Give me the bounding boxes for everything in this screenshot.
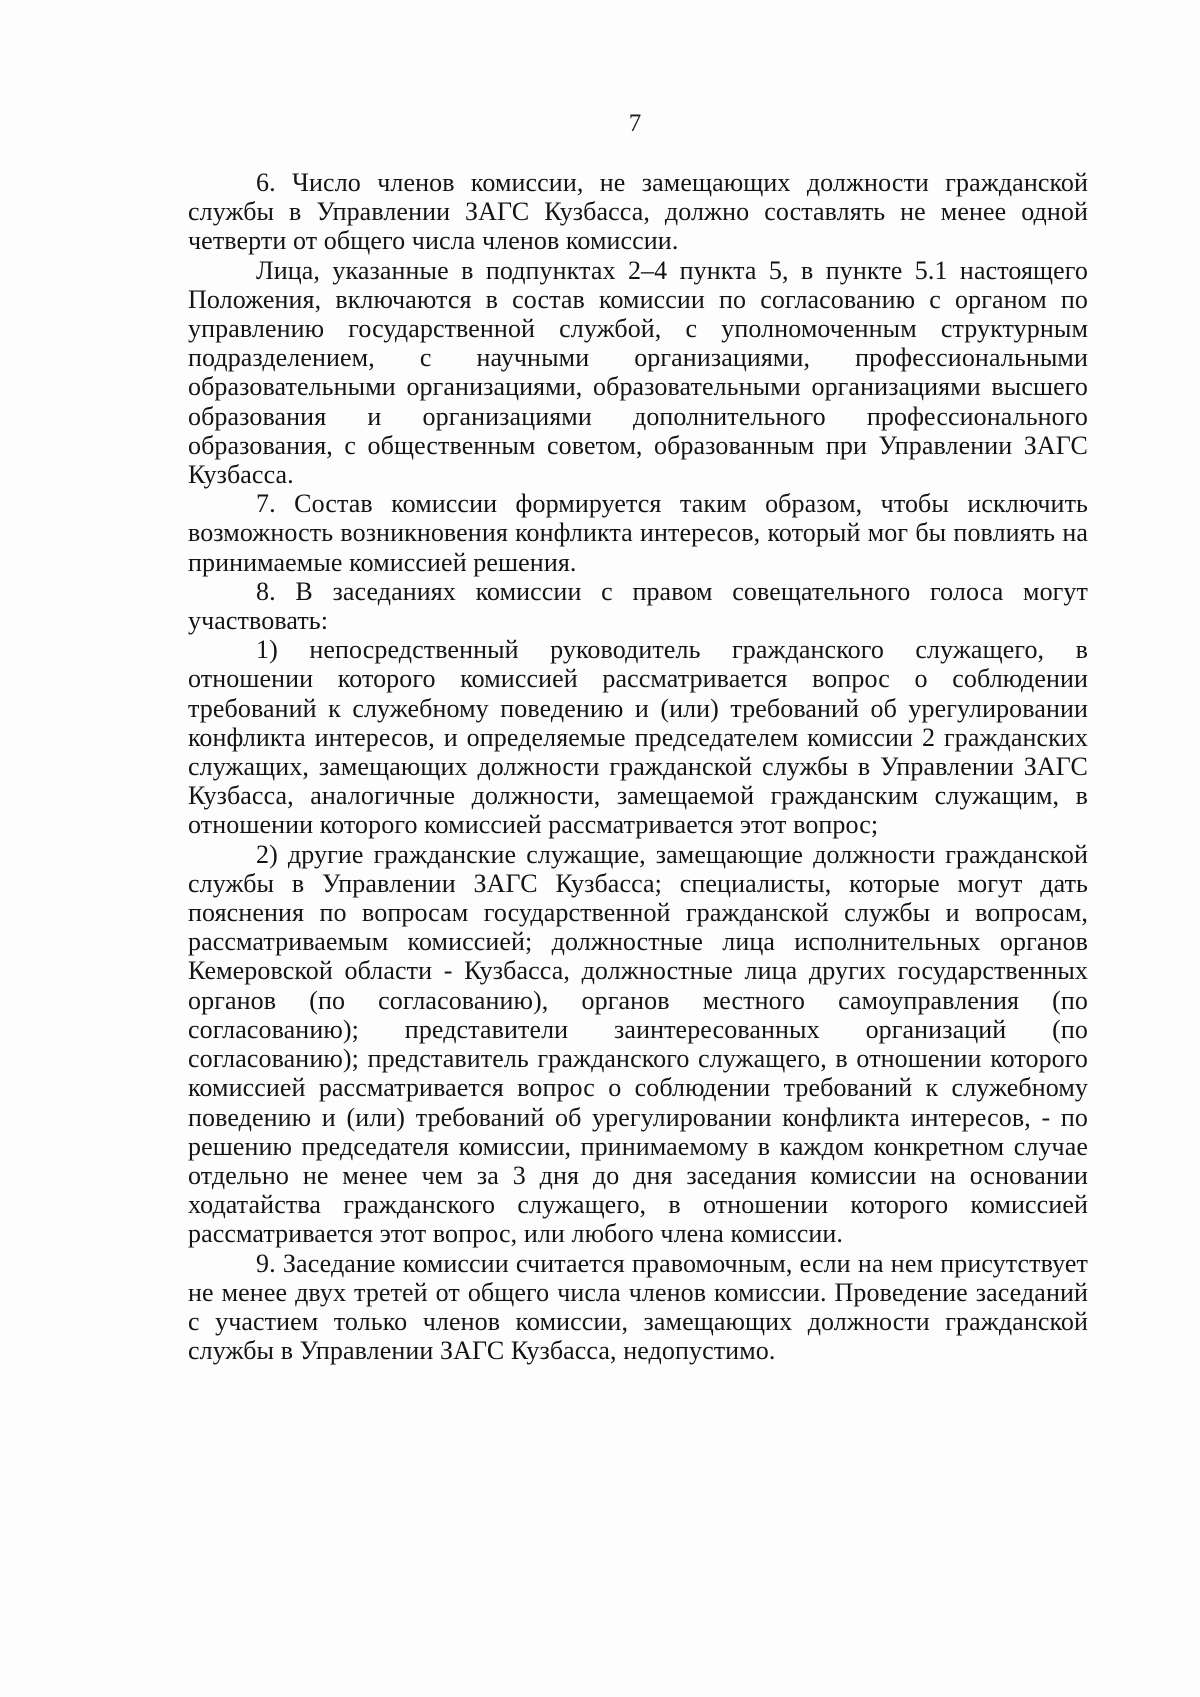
paragraph-6: 6. Число членов комиссии, не замещающих должности гражданской службы в Управлении ЗАГС Кузбасса, должно составлять не менее одной четверти от общего числа членов комиссии. [188,168,1088,256]
paragraph-8: 8. В заседаниях комиссии с правом совещательного голоса могут участвовать: [188,576,1088,636]
paragraph-7: 7. Состав комиссии формируется таким образом, чтобы исключить возможность возникновения конфликта интересов, который мог бы повлиять на принимаемые комиссией решения. [188,489,1088,577]
paragraph-6-persons: Лица, указанные в подпунктах 2–4 пункта 5, в пункте 5.1 настоящего Положения, включаются в состав комиссии по согласованию с органом по управлению государственной службой, с уполномоченным структурным подразделением, с научными организациями, профессиональными образовательными организациями, образовательными организациями высшего образования и организациями дополнительного профессионального образования, с общественным советом, образованным при Управлении ЗАГС Кузбасса. [188,255,1088,490]
paragraph-9: 9. Заседание комиссии считается правомочным, если на нем присутствует не менее двух третей от общего числа членов комиссии. Проведение заседаний с участием только членов комиссии, замещающих должности гражданской службы в Управлении ЗАГС Кузбасса, недопустимо. [188,1248,1088,1366]
list-item-2: 2) другие гражданские служащие, замещающие должности гражданской службы в Управлении ЗАГС Кузбасса; специалисты, которые могут дать пояснения по вопросам государственной гражданской службы и вопросам, рассматриваемым комиссией; должностные лица исполнительных органов Кемеровской области - Кузбасса, должностные лица других государственных органов (по согласованию), органов местного самоуправления (по согласованию); представители заинтересованных организаций (по согласованию); представитель гражданского служащего, в отношении которого комиссией рассматривается вопрос о соблюдении требований к служебному поведению и (или) требований об урегулировании конфликта интересов, - по решению председателя комиссии, принимаемому в каждом конкретном случае отдельно не менее чем за 3 дня до дня заседания комиссии на основании ходатайства гражданского служащего, в отношении которого комиссией рассматривается этот вопрос, или любого члена комиссии. [188,839,1088,1249]
page-number: 7 [628,110,642,137]
list-item-1: 1) непосредственный руководитель гражданского служащего, в отношении которого комиссией рассматривается вопрос о соблюдении требований к служебному поведению и (или) требований об урегулировании конфликта интересов, и определяемые председателем комиссии 2 гражданских служащих, замещающих должности гражданской службы в Управлении ЗАГС Кузбасса, аналогичные должности, замещаемой гражданским служащим, в отношении которого комиссией рассматривается этот вопрос; [188,635,1088,840]
document-body [188,168,1088,1365]
